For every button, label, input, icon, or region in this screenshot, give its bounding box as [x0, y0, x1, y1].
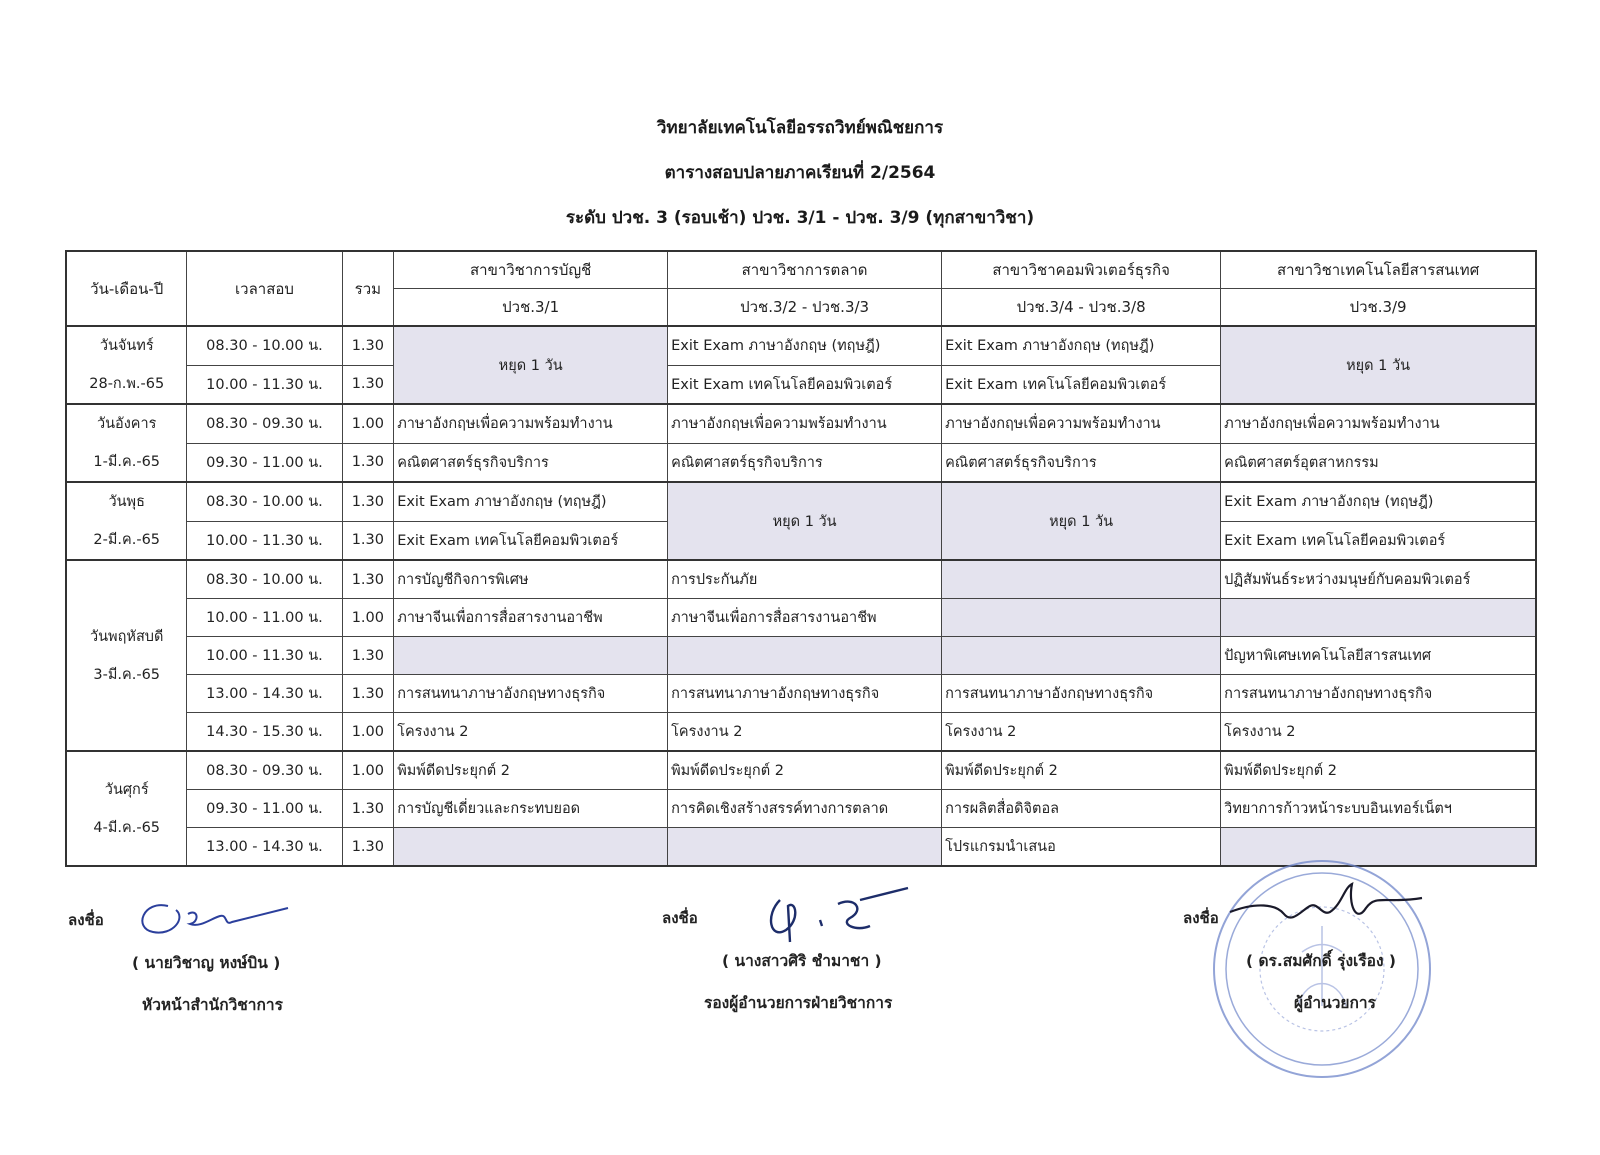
time-cell: 14.30 - 15.30 น.: [187, 713, 342, 752]
table-row: [66, 637, 1536, 675]
day-name: วันจันทร์: [99, 338, 154, 354]
time-cell: 08.30 - 10.00 น.: [187, 560, 342, 599]
subject-cell: Exit Exam เทคโนโลยีคอมพิวเตอร์: [394, 521, 668, 560]
time-cell: 09.30 - 11.00 น.: [187, 443, 342, 482]
subject-cell: Exit Exam ภาษาอังกฤษ (ทฤษฎี): [394, 482, 668, 521]
sign-label: ลงชื่อ: [68, 911, 104, 929]
time-cell: 08.30 - 10.00 น.: [187, 482, 342, 521]
empty-cell: [942, 637, 1221, 675]
header-classes-business-computer: ปวช.3/4 - ปวช.3/8: [942, 289, 1221, 327]
subject-cell: ภาษาอังกฤษเพื่อความพร้อมทำงาน: [1221, 404, 1536, 443]
holiday-cell: หยุด 1 วัน: [394, 326, 668, 404]
day-date: 1-มี.ค.-65: [93, 454, 161, 470]
total-cell: 1.30: [342, 326, 394, 365]
subject-cell: วิทยาการก้าวหน้าระบบอินเทอร์เน็ตฯ: [1221, 790, 1536, 828]
table-row: [66, 326, 1536, 365]
subject-cell: Exit Exam ภาษาอังกฤษ (ทฤษฎี): [942, 326, 1221, 365]
empty-cell: [394, 637, 668, 675]
table-row: [66, 482, 1536, 521]
subject-cell: ภาษาจีนเพื่อการสื่อสารงานอาชีพ: [394, 599, 668, 637]
day-cell: [66, 560, 187, 751]
table-row: [66, 443, 1536, 482]
total-cell: 1.30: [342, 675, 394, 713]
empty-cell: [668, 637, 942, 675]
table-row: [66, 599, 1536, 637]
header-total: รวม: [342, 251, 394, 326]
day-name: วันพฤหัสบดี: [90, 628, 164, 645]
subject-cell: คณิตศาสตร์ธุรกิจบริการ: [668, 443, 942, 482]
subject-cell: การประกันภัย: [668, 560, 942, 599]
subject-cell: การสนทนาภาษาอังกฤษทางธุรกิจ: [668, 675, 942, 713]
day-cell: [66, 751, 187, 866]
subject-cell: การคิดเชิงสร้างสรรค์ทางการตลาด: [668, 790, 942, 828]
empty-cell: [1221, 599, 1536, 637]
holiday-cell: หยุด 1 วัน: [668, 482, 942, 560]
total-cell: 1.30: [342, 443, 394, 482]
total-cell: 1.30: [342, 790, 394, 828]
header-classes-information-technology: ปวช.3/9: [1221, 289, 1536, 327]
total-cell: 1.30: [342, 560, 394, 599]
time-cell: 09.30 - 11.00 น.: [187, 790, 342, 828]
subject-cell: พิมพ์ดีดประยุกต์ 2: [1221, 751, 1536, 790]
empty-cell: [942, 560, 1221, 599]
subject-cell: คณิตศาสตร์ธุรกิจบริการ: [942, 443, 1221, 482]
signer-position: รองผู้อำนวยการฝ่ายวิชาการ: [704, 994, 893, 1012]
total-cell: 1.30: [342, 637, 394, 675]
total-cell: 1.30: [342, 828, 394, 867]
subject-cell: พิมพ์ดีดประยุกต์ 2: [942, 751, 1221, 790]
subject-cell: โครงงาน 2: [1221, 713, 1536, 752]
subject-cell: โครงงาน 2: [394, 713, 668, 752]
subject-cell: ภาษาอังกฤษเพื่อความพร้อมทำงาน: [942, 404, 1221, 443]
time-cell: 08.30 - 10.00 น.: [187, 326, 342, 365]
table-row: [66, 560, 1536, 599]
signature-scribble: [1226, 874, 1426, 934]
empty-cell: [394, 828, 668, 867]
time-cell: 13.00 - 14.30 น.: [187, 828, 342, 867]
day-name: วันพุธ: [108, 494, 145, 510]
sign-label: ลงชื่อ: [662, 909, 698, 927]
subject-cell: โปรแกรมนำเสนอ: [942, 828, 1221, 867]
subject-cell: ภาษาจีนเพื่อการสื่อสารงานอาชีพ: [668, 599, 942, 637]
subject-cell: โครงงาน 2: [942, 713, 1221, 752]
time-cell: 08.30 - 09.30 น.: [187, 404, 342, 443]
day-cell: [66, 326, 187, 404]
subject-cell: คณิตศาสตร์อุตสาหกรรม: [1221, 443, 1536, 482]
subject-cell: Exit Exam เทคโนโลยีคอมพิวเตอร์: [942, 365, 1221, 404]
table-row: [66, 675, 1536, 713]
signer-name: ( นายวิชาญ หงษ์บิน ): [132, 954, 281, 972]
total-cell: 1.30: [342, 365, 394, 404]
day-date: 2-มี.ค.-65: [93, 532, 161, 548]
day-cell: [66, 404, 187, 482]
total-cell: 1.00: [342, 404, 394, 443]
signer-name: ( นางสาวศิริ ชำมาชา ): [722, 952, 882, 970]
holiday-cell: หยุด 1 วัน: [942, 482, 1221, 560]
subject-cell: Exit Exam ภาษาอังกฤษ (ทฤษฎี): [1221, 482, 1536, 521]
subject-cell: ภาษาอังกฤษเพื่อความพร้อมทำงาน: [668, 404, 942, 443]
header-dept-marketing: สาขาวิชาการตลาด: [668, 251, 942, 289]
time-cell: 13.00 - 14.30 น.: [187, 675, 342, 713]
time-cell: 10.00 - 11.30 น.: [187, 521, 342, 560]
subject-cell: Exit Exam ภาษาอังกฤษ (ทฤษฎี): [668, 326, 942, 365]
day-date: 4-มี.ค.-65: [93, 819, 161, 836]
subject-cell: พิมพ์ดีดประยุกต์ 2: [668, 751, 942, 790]
subject-cell: ปฏิสัมพันธ์ระหว่างมนุษย์กับคอมพิวเตอร์: [1221, 560, 1536, 599]
total-cell: 1.00: [342, 599, 394, 637]
header-dept-information-technology: สาขาวิชาเทคโนโลยีสารสนเทศ: [1221, 251, 1536, 289]
signer-name: ( ดร.สมศักดิ์ รุ่งเรือง ): [1246, 952, 1396, 970]
time-cell: 10.00 - 11.30 น.: [187, 365, 342, 404]
signer-position: หัวหน้าสำนักวิชาการ: [142, 996, 283, 1014]
time-cell: 10.00 - 11.00 น.: [187, 599, 342, 637]
level-subtitle: ระดับ ปวช. 3 (รอบเช้า) ปวช. 3/1 - ปวช. 3/9 (ทุกสาขาวิชา): [565, 208, 1035, 228]
subject-cell: ภาษาอังกฤษเพื่อความพร้อมทำงาน: [394, 404, 668, 443]
header-classes-accounting: ปวช.3/1: [394, 289, 668, 327]
subject-cell: การสนทนาภาษาอังกฤษทางธุรกิจ: [942, 675, 1221, 713]
total-cell: 1.30: [342, 521, 394, 560]
day-name: วันอังคาร: [96, 416, 157, 432]
subject-cell: การสนทนาภาษาอังกฤษทางธุรกิจ: [394, 675, 668, 713]
subject-cell: การสนทนาภาษาอังกฤษทางธุรกิจ: [1221, 675, 1536, 713]
empty-cell: [668, 828, 942, 867]
empty-cell: [942, 599, 1221, 637]
header-row: [66, 251, 1536, 289]
subject-cell: โครงงาน 2: [668, 713, 942, 752]
sign-label: ลงชื่อ: [1183, 909, 1219, 927]
time-cell: 10.00 - 11.30 น.: [187, 637, 342, 675]
subject-cell: Exit Exam เทคโนโลยีคอมพิวเตอร์: [1221, 521, 1536, 560]
subject-cell: พิมพ์ดีดประยุกต์ 2: [394, 751, 668, 790]
day-date: 3-มี.ค.-65: [93, 666, 161, 683]
exam-schedule-table: [65, 250, 1537, 867]
table-row: [66, 751, 1536, 790]
day-cell: [66, 482, 187, 560]
table-row: [66, 404, 1536, 443]
total-cell: 1.30: [342, 482, 394, 521]
holiday-cell: หยุด 1 วัน: [1221, 326, 1536, 404]
signer-position: ผู้อำนวยการ: [1294, 994, 1376, 1012]
header-classes-marketing: ปวช.3/2 - ปวช.3/3: [668, 289, 942, 327]
subject-cell: Exit Exam เทคโนโลยีคอมพิวเตอร์: [668, 365, 942, 404]
time-cell: 08.30 - 09.30 น.: [187, 751, 342, 790]
header-date: วัน-เดือน-ปี: [66, 251, 187, 326]
header-dept-accounting: สาขาวิชาการบัญชี: [394, 251, 668, 289]
total-cell: 1.00: [342, 751, 394, 790]
signature-scribble: [760, 880, 920, 950]
subject-cell: คณิตศาสตร์ธุรกิจบริการ: [394, 443, 668, 482]
institution-name: วิทยาลัยเทคโนโลยีอรรถวิทย์พณิชยการ: [656, 118, 944, 138]
total-cell: 1.00: [342, 713, 394, 752]
header-time: เวลาสอบ: [187, 251, 342, 326]
table-row: [66, 713, 1536, 752]
subject-cell: การผลิตสื่อดิจิตอล: [942, 790, 1221, 828]
subject-cell: การบัญชีกิจการพิเศษ: [394, 560, 668, 599]
signature-scribble: [128, 888, 298, 944]
header-dept-business-computer: สาขาวิชาคอมพิวเตอร์ธุรกิจ: [942, 251, 1221, 289]
day-date: 28-ก.พ.-65: [89, 376, 165, 392]
subject-cell: ปัญหาพิเศษเทคโนโลยีสารสนเทศ: [1221, 637, 1536, 675]
subject-cell: การบัญชีเดี่ยวและกระทบยอด: [394, 790, 668, 828]
table-row: [66, 790, 1536, 828]
day-name: วันศุกร์: [104, 781, 149, 798]
exam-schedule-title: ตารางสอบปลายภาคเรียนที่ 2/2564: [664, 163, 936, 183]
